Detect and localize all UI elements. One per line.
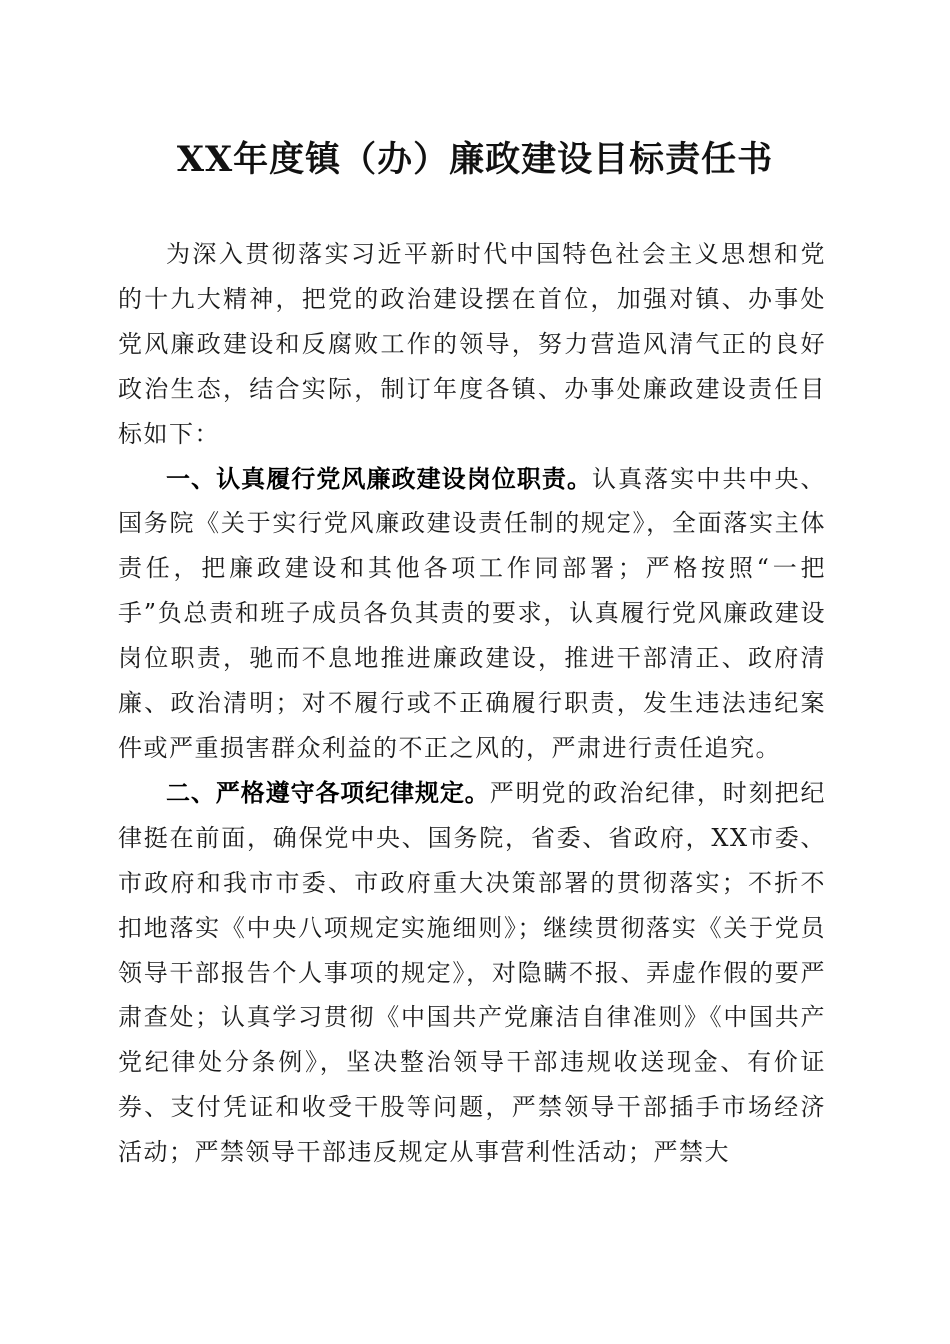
document-body — [118, 232, 826, 1175]
section-text-1: 认真落实中共中央、国务院《关于实行党风廉政建设责任制的规定》，全面落实主体责任，把廉政建设和其他各项工作同部署；严格按照“一把手”负总责和班子成员各负其责的要求，认真履行党风廉政建设岗位职责，驰而不息地推进廉政建设，推进干部清正、政府清廉、政治清明；对不履行或不正确履行职责，发生违法违纪案件或严重损害群众利益的不正之风的，严肃进行责任追究。 — [118, 464, 827, 762]
section-heading-2: 二、严格遵守各项纪律规定。 — [166, 778, 490, 807]
section-heading-1: 一、认真履行党风廉政建设岗位职责。 — [166, 464, 593, 493]
document-title: XX年度镇（办）廉政建设目标责任书 — [176, 139, 774, 180]
section-text-2: 严明党的政治纪律，时刻把纪律挺在前面，确保党中央、国务院，省委、省政府，XX市委、市政府和我市市委、市政府重大决策部署的贯彻落实；不折不扣地落实《中央八项规定实施细则》；继续贯彻落实《关于党员领导干部报告个人事项的规定》，对隐瞒不报、弄虚作假的要严肃查处；认真学习贯彻《中国共产党廉洁自律准则》《中国共产党纪律处分条例》，坚决整治领导干部违规收送现金、有价证券、支付凭证和收受干股等问题，严禁领导干部插手市场经济活动；严禁领导干部违反规定从事营利性活动；严禁大 — [118, 778, 827, 1167]
section-paragraph-2 — [118, 771, 826, 1175]
intro-paragraph: 为深入贯彻落实习近平新时代中国特色社会主义思想和党的十九大精神，把党的政治建设摆在首位，加强对镇、办事处党风廉政建设和反腐败工作的领导，努力营造风清气正的良好政治生态，结合实际，制订年度各镇、办事处廉政建设责任目标如下： — [118, 240, 826, 448]
section-paragraph-1 — [118, 457, 826, 771]
